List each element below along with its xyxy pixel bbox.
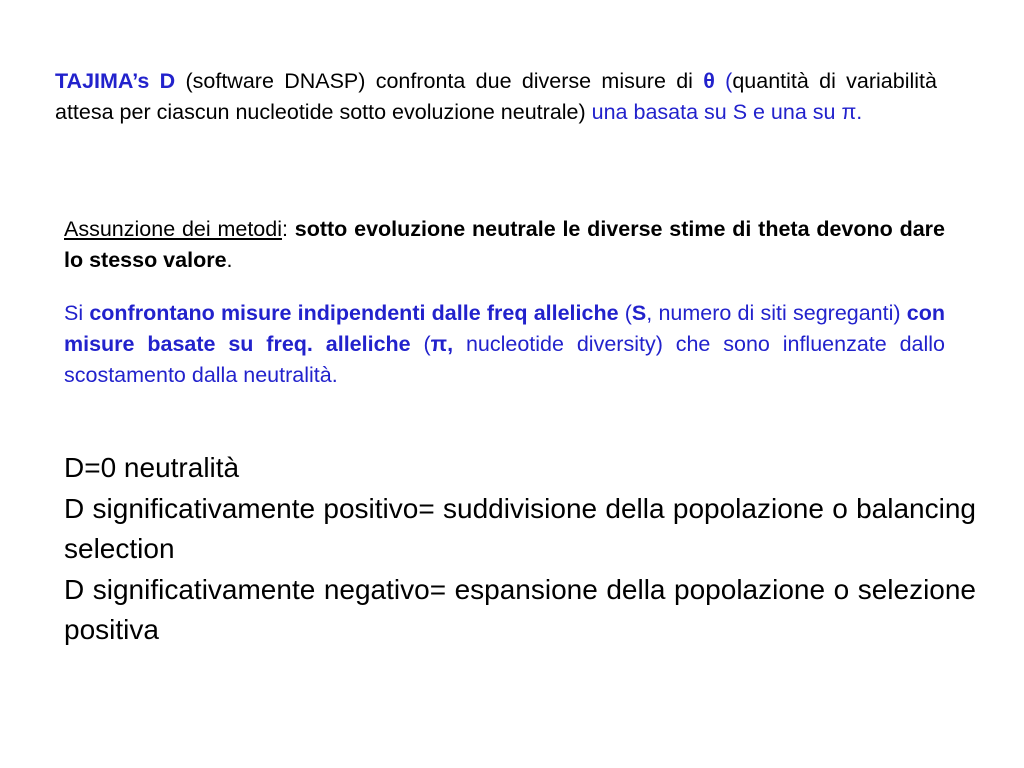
d-positive-line: D significativamente positivo= suddivisione della popolazione o balancing selection — [64, 492, 976, 564]
assunzione-paragraph — [64, 214, 945, 276]
una-basata-text: una basata su S e una su π. — [591, 100, 863, 124]
assunzione-colon: : — [281, 217, 295, 241]
software-text: (software DNASP) confronta due diverse misure di — [175, 69, 704, 93]
spacer — [715, 69, 725, 93]
open-paren-pi: ( — [410, 332, 431, 356]
nucleotide-text: nucleotide diversity) che sono influenzate dallo scostamento dalla neutralità. — [64, 332, 946, 387]
con-misure-text: con misure basate su freq. alleliche — [64, 301, 945, 356]
assunzione-bold-text: sotto evoluzione neutrale le diverse stime di theta devono dare lo stesso valore — [64, 217, 945, 272]
assunzione-label: Assunzione dei metodi — [64, 217, 282, 241]
d-interpretation-list — [64, 448, 976, 651]
numero-text: , numero di siti segreganti) — [646, 301, 907, 325]
tajima-paragraph — [55, 66, 937, 128]
si-text: Si — [64, 301, 90, 325]
open-paren-s: ( — [618, 301, 632, 325]
confronto-paragraph — [64, 298, 945, 391]
quantita-text: quantità di variabilità attesa per ciascun nucleotide sotto evoluzione neutrale) — [55, 69, 937, 124]
tajima-d-term: TAJIMA’s D — [55, 69, 176, 93]
s-symbol: S — [631, 301, 647, 325]
theta-symbol: θ — [703, 69, 715, 93]
open-paren: ( — [725, 69, 733, 93]
d-negative-line: D significativamente negativo= espansione della popolazione o selezione positiva — [64, 573, 976, 645]
assunzione-period: . — [226, 248, 233, 272]
d-zero-line: D=0 neutralità — [64, 452, 240, 483]
confrontano-text: confrontano misure indipendenti dalle freq alleliche — [89, 301, 619, 325]
pi-symbol: π, — [430, 332, 454, 356]
